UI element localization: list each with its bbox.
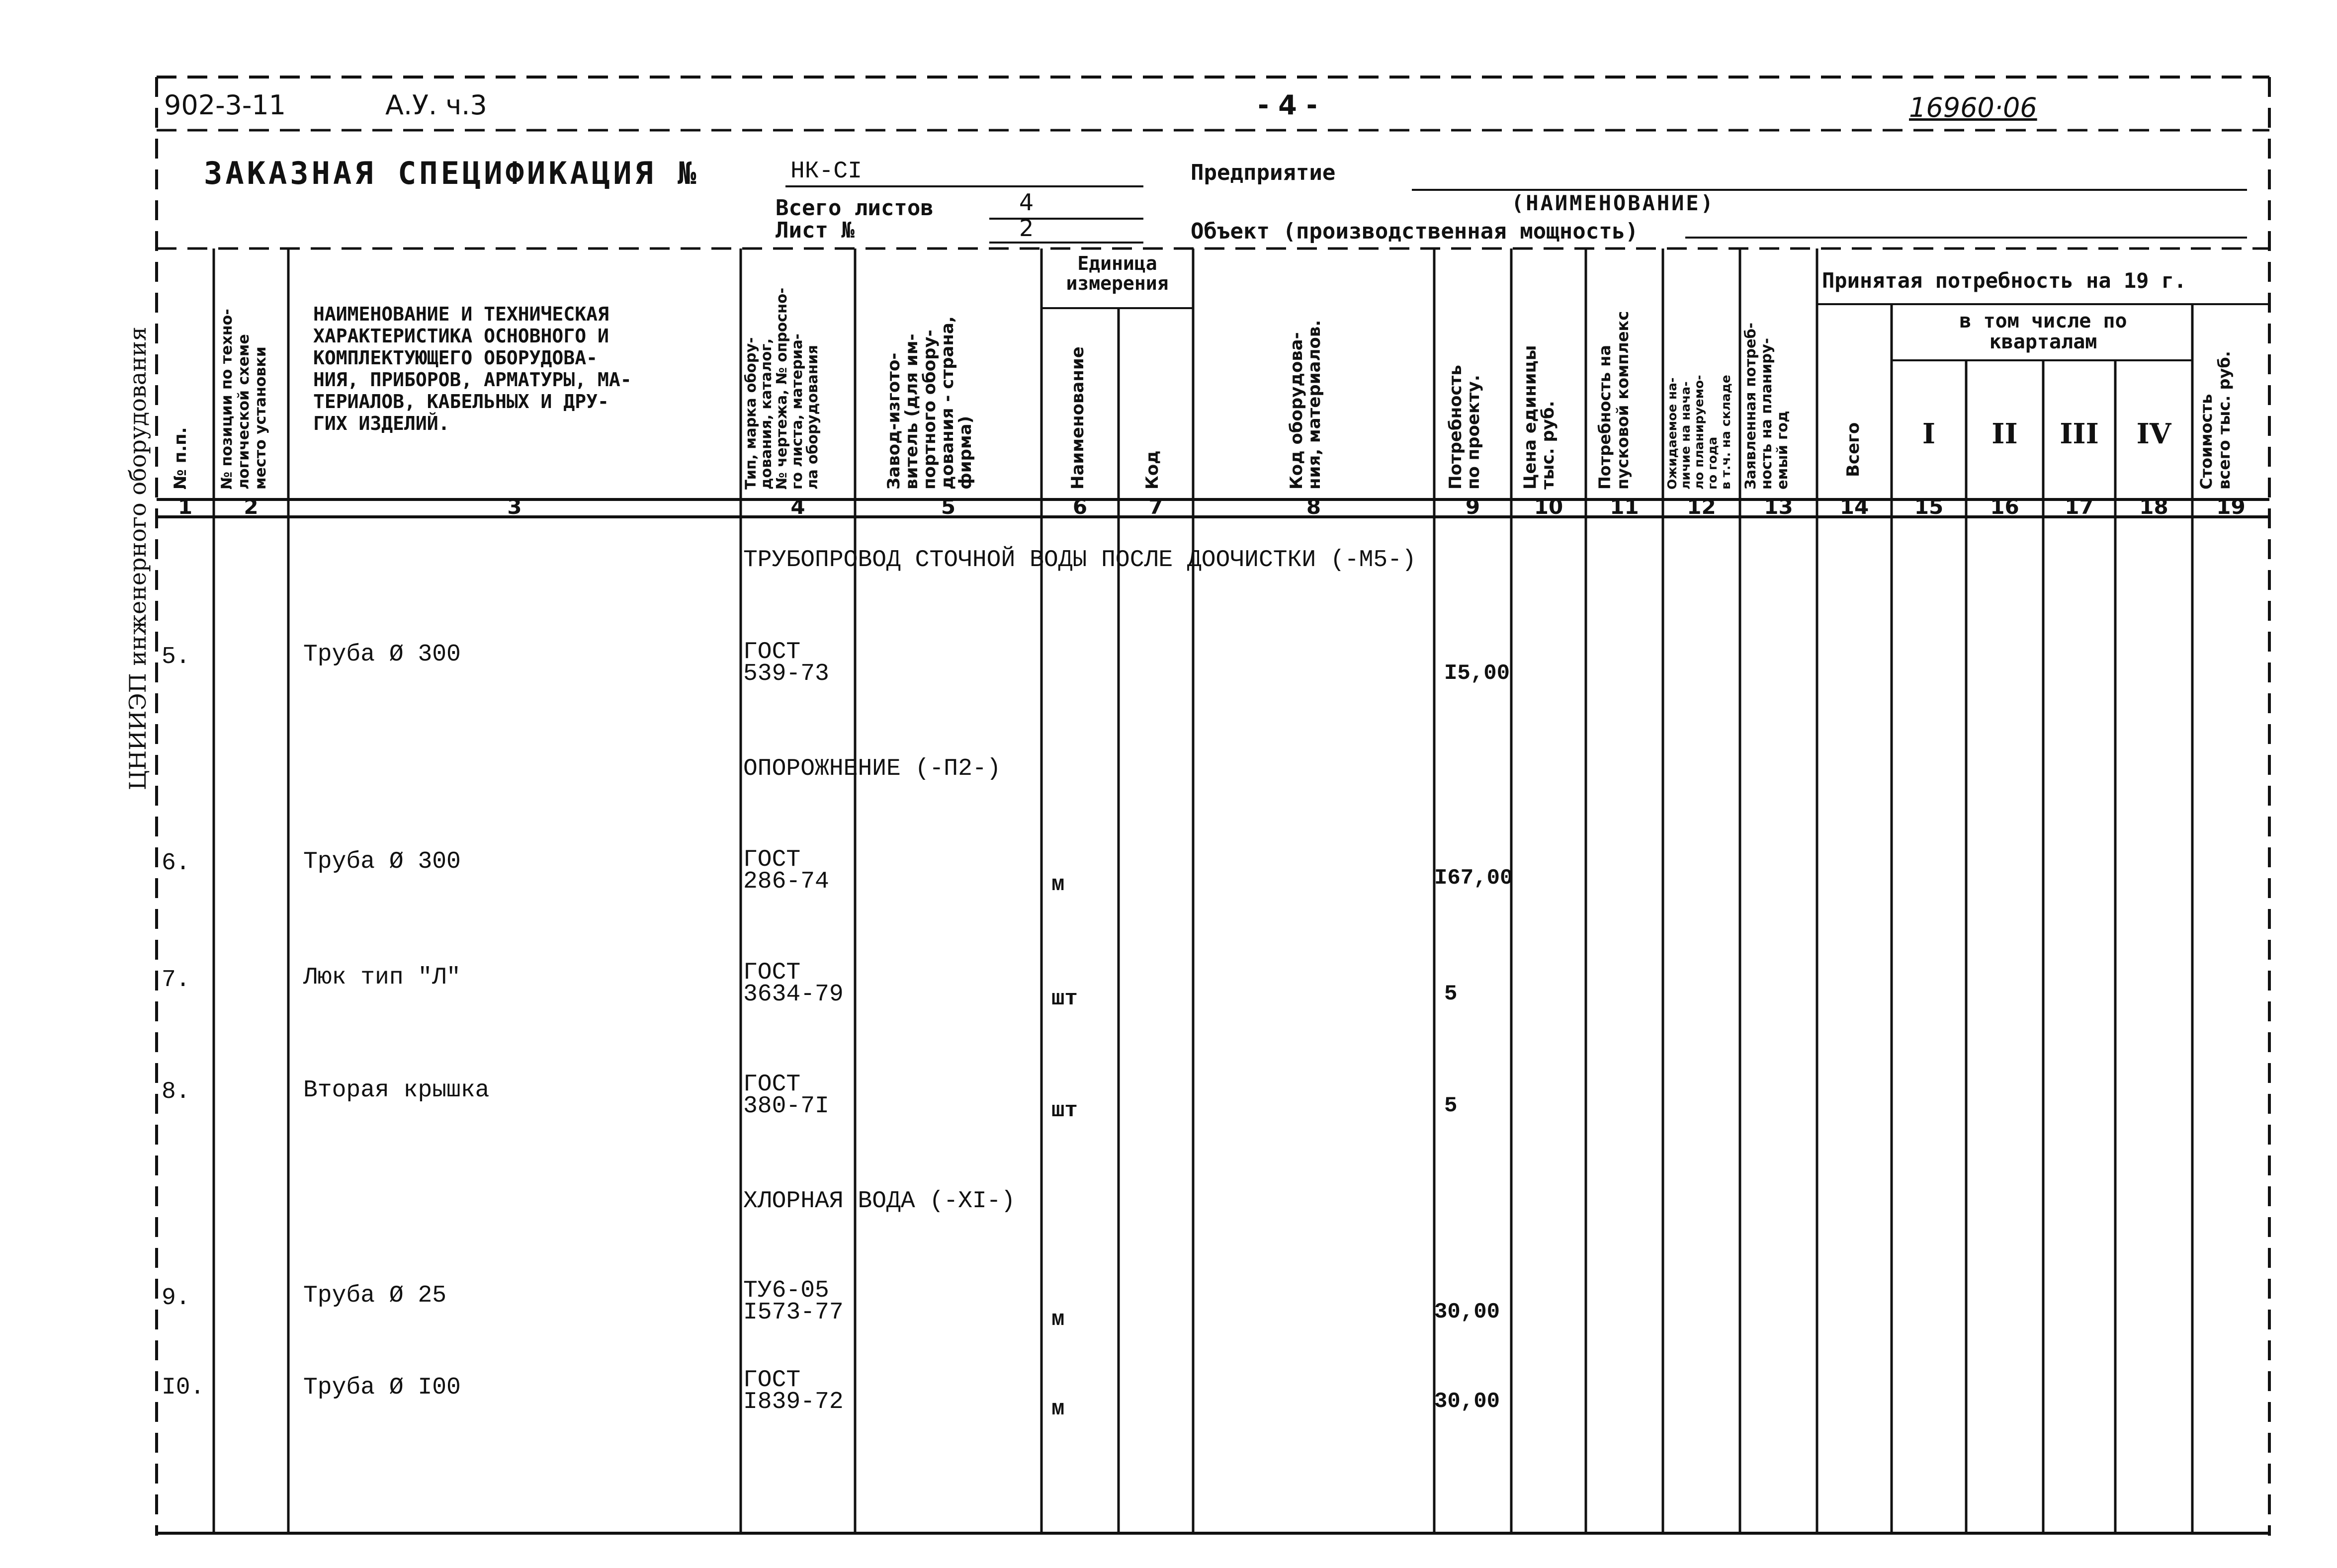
col-head-14: Всего (1843, 422, 1863, 477)
col-num: 9 (1465, 495, 1480, 519)
col-head-11: Потребность на пусковой комплекс (1595, 311, 1632, 490)
col-num: 13 (1764, 495, 1793, 519)
item-standard: ГОСТ (743, 1367, 801, 1394)
col-head-12: Ожидаемое на- личие на нача- ло планируемо- го года в т.ч. на складе (1665, 375, 1733, 490)
item-standard-number: I573-77 (743, 1299, 844, 1326)
col-num: 14 (1839, 495, 1869, 519)
col-num: 5 (941, 495, 956, 519)
section-heading: ОПОРОЖНЕНИЕ (-П2-) (743, 755, 1001, 782)
col-num: 4 (790, 495, 805, 519)
item-unit: шт (1051, 1098, 1078, 1123)
col-head-13: Заявленная потреб- ность на планиру- емый год (1742, 323, 1791, 490)
item-quantity: 30,00 (1434, 1389, 1500, 1414)
page-number: - 4 - (1258, 89, 1317, 121)
table-row-number: 6. (162, 850, 190, 877)
doc-code: 902-3-11 (164, 89, 286, 121)
col-num: 8 (1306, 495, 1321, 519)
item-standard-number: 380-7I (743, 1093, 829, 1120)
col-num: 2 (244, 495, 259, 519)
col-head-19: Стоимость всего тыс. руб. (2197, 351, 2234, 490)
item-standard-number: I839-72 (743, 1389, 844, 1415)
table-row-number: I0. (162, 1374, 205, 1401)
item-quantity: I5,00 (1444, 661, 1510, 686)
item-standard-number: 3634-79 (743, 981, 844, 1008)
col-num: 11 (1610, 495, 1639, 519)
col-head-5: Завод-изгото- витель (для им- портного обору- дования - страна, фирма) (884, 316, 975, 490)
item-name: Труба Ø 300 (303, 848, 461, 875)
col-head-2: № позиции по техно- логической схеме место установки (218, 309, 269, 490)
sheet-label: Лист № (776, 218, 855, 243)
section-heading: ТРУБОПРОВОД СТОЧНОЙ ВОДЫ ПОСЛЕ ДООЧИСТКИ (-М5-) (743, 547, 1416, 574)
col-num: 7 (1148, 495, 1163, 519)
col-num: 19 (2216, 495, 2246, 519)
total-sheets-value: 4 (1019, 189, 1034, 216)
section-heading: ХЛОРНАЯ ВОДА (-ХI-) (743, 1188, 1016, 1215)
col-num: 12 (1687, 495, 1716, 519)
col-num: 17 (2065, 495, 2094, 519)
col-head-8: Код оборудова- ния, материалов. (1287, 320, 1324, 490)
item-unit: м (1051, 872, 1065, 897)
item-standard: ГОСТ (743, 1071, 801, 1098)
col-head-7: Код (1142, 450, 1162, 490)
col-head-16: II (1991, 417, 2018, 450)
spec-number: НК-СI (790, 158, 863, 185)
col-head-6: Наименование (1068, 346, 1088, 490)
col-num: 16 (1990, 495, 2019, 519)
item-quantity: 5 (1444, 1093, 1458, 1118)
item-standard-number: 539-73 (743, 660, 829, 687)
item-unit: м (1051, 1307, 1065, 1332)
col-head-1: № п.п. (171, 427, 190, 490)
col-head-17: III (2060, 417, 2099, 450)
item-quantity: I67,00 (1434, 866, 1513, 891)
item-name: Труба Ø 300 (303, 641, 461, 668)
col-num: 15 (1914, 495, 1944, 519)
col-num: 6 (1072, 495, 1088, 519)
table-row-number: 5. (162, 644, 190, 670)
spec-title: ЗАКАЗНАЯ СПЕЦИФИКАЦИЯ № (204, 155, 699, 191)
naming-label: (НАИМЕНОВАНИЕ) (1511, 191, 1716, 215)
col-num: 1 (177, 495, 193, 519)
item-quantity: 30,00 (1434, 1300, 1500, 1324)
inventory-number: 16960·06 (1909, 92, 2037, 123)
item-standard: ГОСТ (743, 959, 801, 986)
item-standard: ГОСТ (743, 846, 801, 873)
item-name: Труба Ø I00 (303, 1374, 461, 1401)
quarter-group-head: в том числе по кварталам (1959, 310, 2127, 353)
item-name: Люк тип "Л" (303, 964, 461, 991)
item-unit: шт (1051, 987, 1078, 1011)
sheet-value: 2 (1019, 215, 1034, 242)
col-num: 3 (507, 495, 522, 519)
col-head-15: I (1922, 417, 1936, 450)
col-num: 18 (2139, 495, 2168, 519)
side-label: ЦНИИЭП инженерного оборудования (124, 327, 151, 790)
col-head-4: Тип, марка обору- дования, каталог, № чертежа, № опросно- го листа, материа- ла оборудования (742, 287, 821, 490)
item-standard: ТУ6-05 (743, 1277, 829, 1304)
object-label: Объект (производственная мощность) (1191, 219, 1639, 244)
col-head-9: Потребность по проекту. (1446, 365, 1483, 490)
enterprise-label: Предприятие (1191, 160, 1336, 185)
album-label: А.У. ч.3 (385, 89, 487, 121)
col-head-18: IV (2136, 417, 2171, 450)
col-head-3: НАИМЕНОВАНИЕ И ТЕХНИЧЕСКАЯ ХАРАКТЕРИСТИКА ОСНОВНОГО И КОМПЛЕКТУЮЩЕГО ОБОРУДОВА- НИЯ, ПРИБОРОВ, АРМАТУРЫ, МА- ТЕРИАЛОВ, КАБЕЛЬНЫХ И ДРУ- ГИХ ИЗДЕЛИЙ. (313, 303, 632, 434)
table-row-number: 8. (162, 1078, 190, 1105)
col-head-10: Цена единицы тыс. руб. (1520, 345, 1558, 490)
item-standard-number: 286-74 (743, 868, 829, 895)
accepted-group-head: Принятая потребность на 19 г. (1822, 268, 2187, 293)
unit-group-head: Единица измерения (1066, 252, 1169, 294)
table-row-number: 9. (162, 1285, 190, 1312)
item-name: Труба Ø 25 (303, 1282, 447, 1309)
total-sheets-label: Всего листов (776, 195, 934, 221)
col-num: 10 (1534, 495, 1563, 519)
item-quantity: 5 (1444, 982, 1458, 1006)
table-row-number: 7. (162, 967, 190, 993)
item-standard: ГОСТ (743, 639, 801, 665)
item-unit: м (1051, 1397, 1065, 1421)
item-name: Вторая крышка (303, 1077, 490, 1104)
